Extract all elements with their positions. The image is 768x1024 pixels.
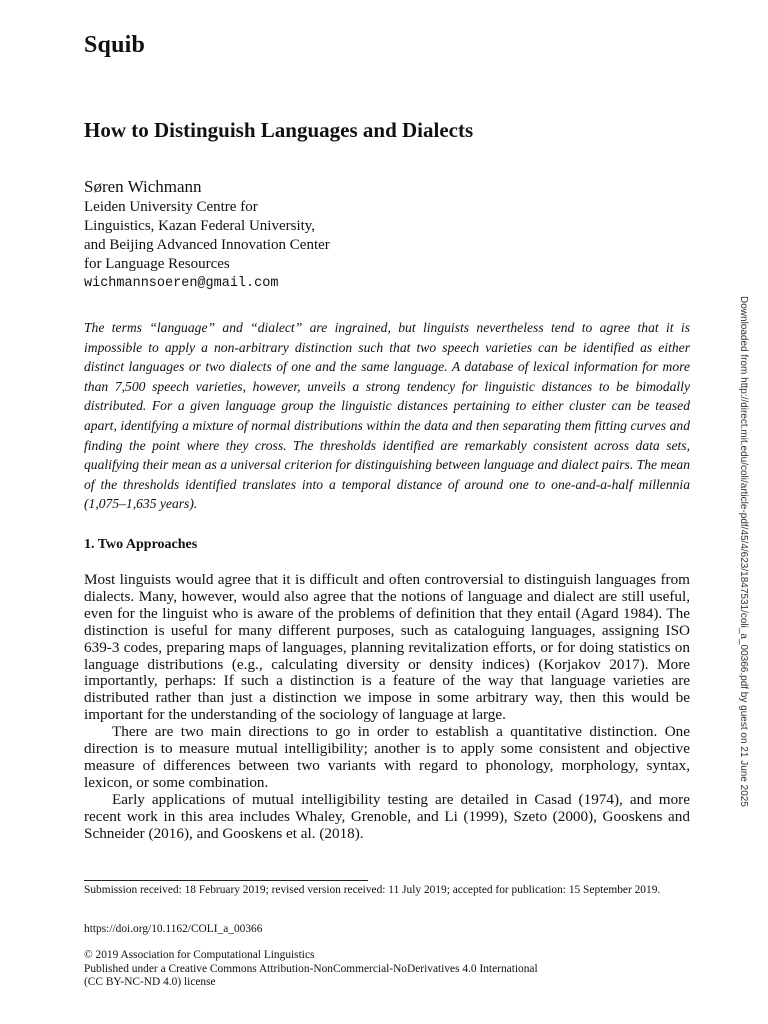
author-name: Søren Wichmann xyxy=(84,177,202,196)
article-title: How to Distinguish Languages and Dialects xyxy=(84,118,474,142)
section-heading: 1. Two Approaches xyxy=(84,537,198,552)
affiliation-line: Leiden University Centre for xyxy=(84,199,258,215)
body-text xyxy=(84,572,690,843)
copyright-block xyxy=(84,949,690,990)
author-block xyxy=(84,176,330,293)
author-email[interactable]: wichmannsoeren@gmail.com xyxy=(84,276,279,291)
body-paragraph: Early applications of mutual intelligibility testing are detailed in Casad (1974), and more recent work in this area includes Whaley, Grenoble, and Li (1999), Szeto (2000), Gooskens and Schneider (2016), and Gooskens et al. (2018). xyxy=(84,790,690,842)
submission-dates: Submission received: 18 February 2019; revised version received: 11 July 2019; accepted for publication: 15 September 2019. xyxy=(84,884,661,896)
body-paragraph: Most linguists would agree that it is difficult and often controversial to distinguish languages from dialects. Many, however, would also agree that the notions of language and dialect are still useful, even for the linguist who is aware of the problems of definition that they entail (Agard 1984). The distinction is useful for many different purposes, such as cataloguing languages, assigning ISO 639-3 codes, preparing maps of languages, planning revitalization efforts, or for doing statistics on language distributions (e.g., calculating diversity or density indices) (Korjakov 2017). More importantly, perhaps: If such a distinction is a feature of the way that language varieties are distributed rather than just a distinction we impose in some arbitrary way, then this would be important for the understanding of the sociology of language at large. xyxy=(84,571,690,724)
section-kind-label: Squib xyxy=(84,32,146,58)
download-stamp-text: Downloaded from http://direct.mit.edu/coli/article-pdf/45/4/623/1847531/coli_a_00366.pdf by guest on 21 June 2025 xyxy=(738,296,749,807)
license-line: (CC BY-NC-ND 4.0) license xyxy=(84,976,216,988)
affiliation-line: and Beijing Advanced Innovation Center xyxy=(84,237,330,253)
copyright-line: © 2019 Association for Computational Linguistics xyxy=(84,949,315,961)
body-paragraph: There are two main directions to go in order to establish a quantitative distinction. One direction is to measure mutual intelligibility; another is to apply some consistent and objective measure of differences between two variants with regard to phonology, morphology, syntax, lexicon, or some combination. xyxy=(84,723,690,791)
license-line: Published under a Creative Commons Attribution-NonCommercial-NoDerivatives 4.0 International xyxy=(84,962,538,975)
abstract: The terms “language” and “dialect” are ingrained, but linguists nevertheless tend to agree that it is impossible to apply a non-arbitrary distinction such that two speech varieties can be identified as either distinct languages or two dialects of one and the same language. A database of lexical information for more than 7,500 speech varieties, however, unveils a strong tendency for linguistic distances to be bimodally distributed. For a given language group the linguistic distances pertaining to either cluster can be teased apart, identifying a mixture of normal distributions within the data and then separating them fitting curves and finding the point where they cross. The thresholds identified are remarkably consistent across data sets, qualifying their mean as a universal criterion for distinguishing between language and dialect pairs. The mean of the thresholds identified translates into a temporal distance of around one to one-and-a-half millennia (1,075–1,635 years). xyxy=(84,320,690,512)
footnote-divider xyxy=(84,880,368,881)
download-stamp xyxy=(734,296,753,807)
doi-link[interactable]: https://doi.org/10.1162/COLI_a_00366 xyxy=(84,923,263,935)
affiliation-line: Linguistics, Kazan Federal University, xyxy=(84,218,316,234)
affiliation-line: for Language Resources xyxy=(84,256,230,272)
